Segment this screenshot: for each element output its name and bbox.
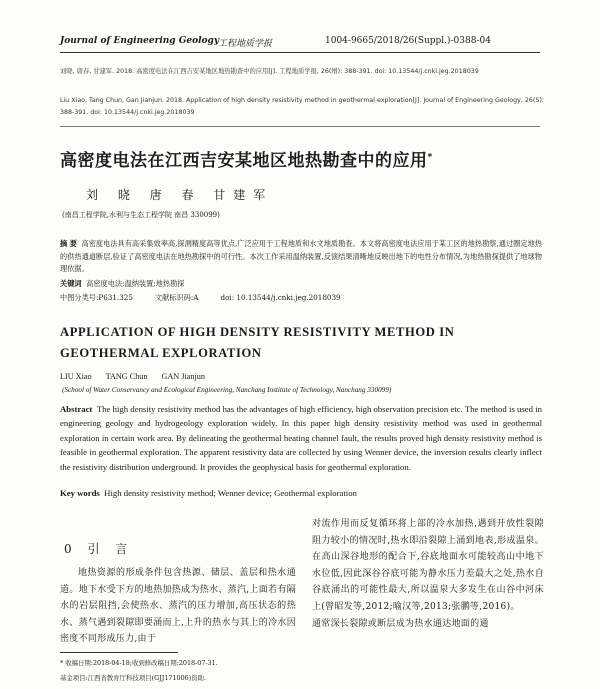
body-text-right: 对流作用而反复循环将上部的冷水加热,遇到开放性裂隙阻力较小的情况时,热水即沿裂隙上涌到地表,形成温泉。在高山深谷地形的配合下,谷底地面水可能较高山中地下水位低,因此深谷谷底可能为静水压力差最大之处,热水自谷底涌出的可能性最大,所以温泉大多发生在山谷中河床上(曾昭发等,2012;喻汉等,2013;张鹏等,2016)。 通常深长裂隙或断层成为热水通达地面的通 — [312, 519, 544, 629]
citation-rule — [60, 126, 540, 127]
clc-number: 中图分类号:P631.325 — [60, 293, 133, 302]
journal-name-en: Journal of Engineering Geology — [60, 36, 220, 46]
abstract-en-label: Abstract — [60, 404, 93, 414]
keywords-en — [60, 488, 357, 498]
document-code: 文献标识码:A — [154, 293, 199, 302]
keywords-cn-label: 关键词 — [60, 279, 82, 288]
abstract-cn-text: 高密度电法具有高采集效率高,探测精度高等优点,广泛应用于工程地质和水文地质勘查。本文将高密度电法应用于某工区的地热勘察,通过圈定地热的供热通道断层,验证了高密度电法在地热勘探中的可行性。本次工作采用温纳装置,反演结果清晰地反映出地下的电性分布情况,为地热勘探提供了地球物理依据。 — [60, 239, 542, 273]
abstract-en-text: The high density resistivity method has the advantages of high efficiency, high observation precision etc. The method is used in engineering geology and hydrogeology exploration widely. In this paper high density resistivity method was used in geothermal exploration in certain work area. By delineating the geothermal heating channel fault, the results proved high density resistivity method is feasible in geothermal exploration. The apparent resistivity data are collected by using Wenner device, the inversion results clearly inflect the resistivity distribution underground. It provides the geophysical basis for geothermal exploration. — [60, 404, 542, 472]
authors-en — [60, 372, 219, 381]
authors-cn: 刘 晓 唐 春 甘建军 — [86, 188, 274, 202]
section-heading: 0 引 言 — [64, 542, 134, 556]
author-en: LIU Xiao — [60, 372, 92, 381]
keywords-cn — [60, 279, 184, 289]
journal-name-cn: 工程地质学报 — [218, 39, 273, 49]
abstract-en — [60, 402, 542, 474]
keywords-en-text: High density resistivity method; Wenner device; Geothermal exploration — [104, 488, 357, 498]
keywords-en-label: Key words — [60, 488, 100, 498]
author-en: TANG Chun — [105, 372, 148, 381]
abstract-cn-label: 摘 要 — [60, 239, 77, 248]
title-footnote-mark: * — [427, 152, 433, 163]
affiliation-en: (School of Water Conservancy and Ecological Engineering, Nanchang Institute of Technology, Nanchang 330099) — [62, 386, 392, 394]
doi: doi: 10.13544/j.cnki.jeg.2018039 — [220, 293, 341, 302]
author-en: GAN Jianjun — [161, 372, 205, 381]
classification-line — [60, 293, 363, 303]
body-text-left: 地热资源的形成条件包含热源、储层、盖层和热水通道。地下水受下方的地热加热成为热水、蒸汽,上面若有隔水的岩层阻挡,会使热水、蒸汽的压力增加,高压状态的热水、蒸气遇到裂隙即要涌而上,上升的热水与其上的冷水因密度不同形成压力,由于 — [60, 568, 296, 645]
footnote-received: * 收稿日期:2018-04-18;收到修改稿日期:2018-07-31. — [60, 659, 218, 667]
title-cn-text: 高密度电法在江西吉安某地区地热勘查中的应用 — [60, 151, 428, 171]
citation-en: Liu Xiao, Tang Chun, Gan Jianjun. 2018. Application of high density resistivity method in geothermal exploration[J]. Journal of Engineering Geology, 26(S): 388-391. doi: 10.13544/j.cnki.jeg.2018039 — [60, 97, 544, 116]
header-rule — [60, 52, 540, 53]
article-title-en: APPLICATION OF HIGH DENSITY RESISTIVITY METHOD IN GEOTHERMAL EXPLORATION — [60, 325, 455, 360]
keywords-cn-text: 高密度电法;温纳装置;地热勘探 — [86, 279, 185, 288]
running-header — [60, 34, 540, 50]
article-title-cn — [60, 146, 433, 171]
abstract-cn — [60, 238, 542, 276]
citation-cn: 刘晓, 唐春, 甘建军. 2018. 高密度电法在江西吉安某地区地热勘查中的应用[J]. 工程地质学报, 26(增): 388-391. doi: 10.13544/j.cnki.jeg.2018039 — [60, 68, 479, 75]
footnote-funding: 基金项目:江西省教育厅科技项目(GJJ171006)资助. — [60, 674, 207, 682]
footnote-rule — [60, 652, 178, 653]
issue-code: 1004-9665/2018/26(Suppl.)-0388-04 — [325, 36, 491, 46]
affiliation-cn: (南昌工程学院,水利与生态工程学院 南昌 330099) — [62, 211, 220, 219]
